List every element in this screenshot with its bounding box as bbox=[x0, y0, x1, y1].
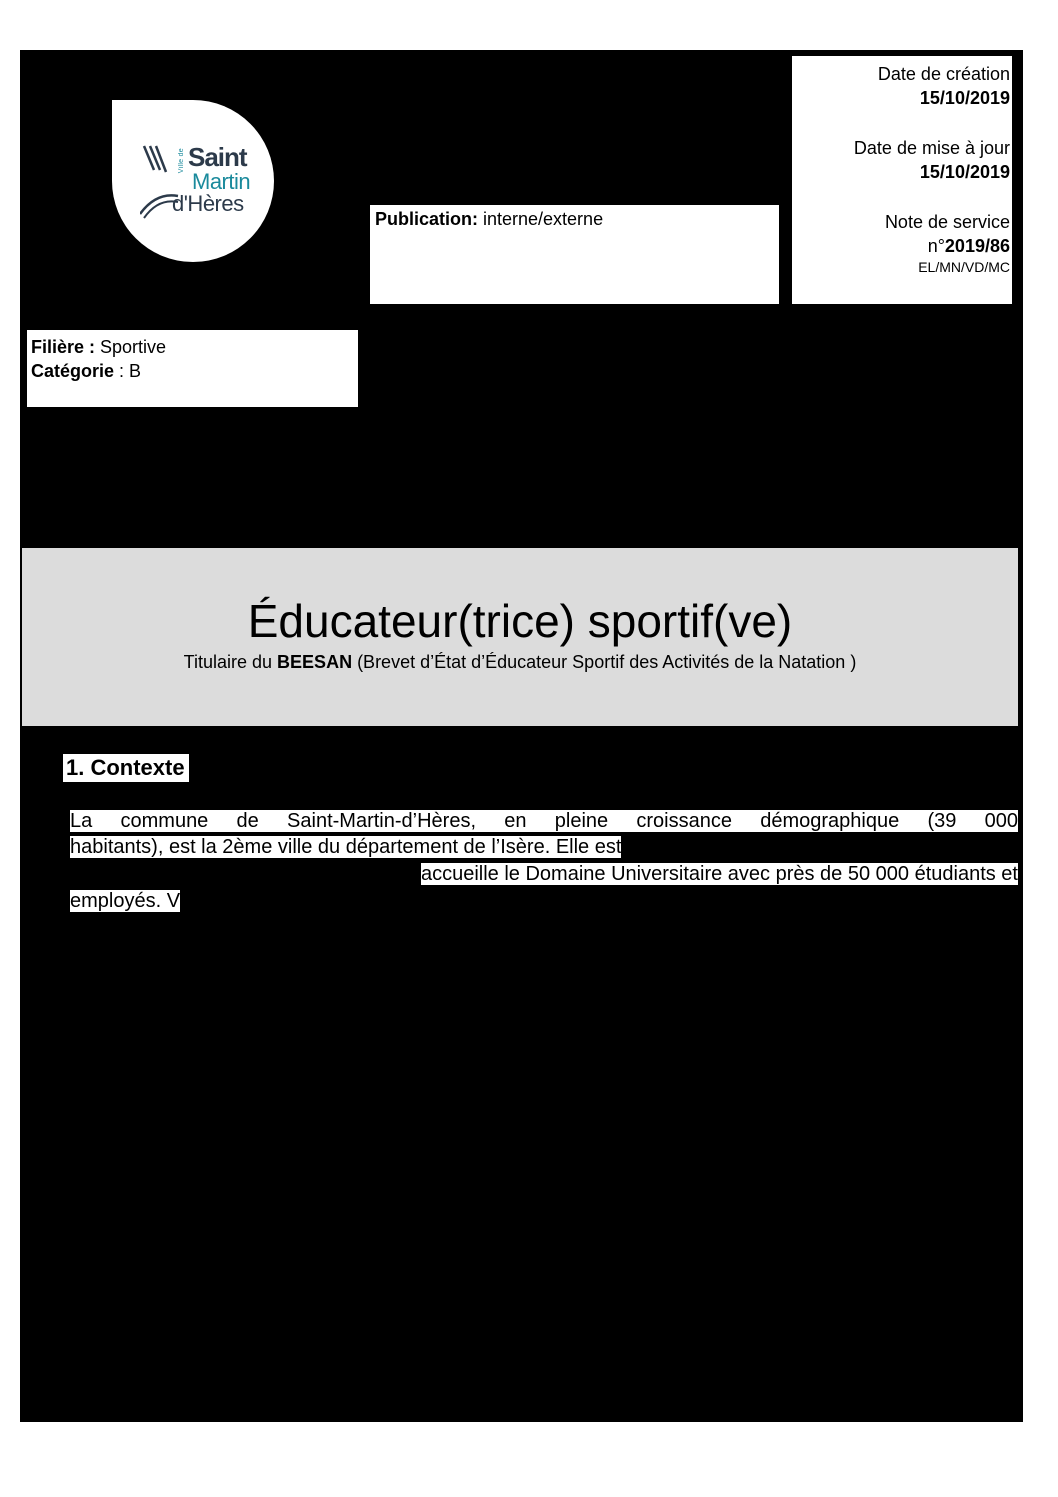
title-band bbox=[21, 547, 1019, 727]
service-note-label: Note de service bbox=[884, 212, 1010, 232]
filiere-value: Sportive bbox=[95, 337, 167, 357]
metadata-box bbox=[791, 55, 1013, 305]
section-heading-contexte: 1. Contexte bbox=[63, 754, 189, 782]
categorie-value: : B bbox=[114, 361, 142, 381]
context-line-2 bbox=[70, 834, 1018, 860]
filiere-label: Filière : bbox=[31, 337, 96, 357]
categorie-label: Catégorie bbox=[31, 361, 115, 381]
creation-date-label: Date de création bbox=[877, 64, 1010, 84]
context-text-4: employés. V bbox=[70, 890, 181, 912]
author-initials: EL/MN/VD/MC bbox=[918, 259, 1010, 275]
update-date-value: 15/10/2019 bbox=[919, 162, 1010, 182]
logo-ville: Ville de bbox=[178, 148, 185, 174]
logo-heres: d'Hères bbox=[172, 191, 244, 216]
context-line-3 bbox=[70, 861, 1018, 887]
update-date-label: Date de mise à jour bbox=[853, 138, 1010, 158]
subtitle-diploma: BEESAN bbox=[277, 652, 353, 672]
classification-box bbox=[26, 329, 359, 408]
context-line-1 bbox=[70, 808, 1018, 834]
subtitle-rest: (Brevet d’État d’Éducateur Sportif des Activités de la Natation ) bbox=[352, 652, 857, 672]
publication-box bbox=[369, 204, 780, 305]
context-text-1: La commune de Saint-Martin-d’Hères, en pleine croissance démographique (39 000 bbox=[70, 810, 1018, 832]
service-note-prefix: n° bbox=[927, 236, 945, 256]
logo-martin: Martin bbox=[192, 169, 251, 194]
context-text-3: accueille le Domaine Universitaire avec près de 50 000 étudiants et bbox=[420, 863, 1018, 885]
context-line-4 bbox=[70, 888, 1018, 914]
job-subtitle bbox=[22, 651, 1018, 673]
logo-saint: Saint bbox=[188, 142, 247, 172]
subtitle-prefix: Titulaire du bbox=[183, 652, 278, 672]
publication-label: Publication: bbox=[375, 209, 478, 229]
publication-value: interne/externe bbox=[478, 209, 604, 229]
job-title: Éducateur(trice) sportif(ve) bbox=[247, 595, 793, 647]
context-text-2: habitants), est la 2ème ville du département de l’Isère. Elle est bbox=[70, 836, 622, 858]
city-logo bbox=[112, 100, 274, 262]
creation-date-value: 15/10/2019 bbox=[919, 88, 1010, 108]
service-note-number: 2019/86 bbox=[944, 236, 1010, 256]
